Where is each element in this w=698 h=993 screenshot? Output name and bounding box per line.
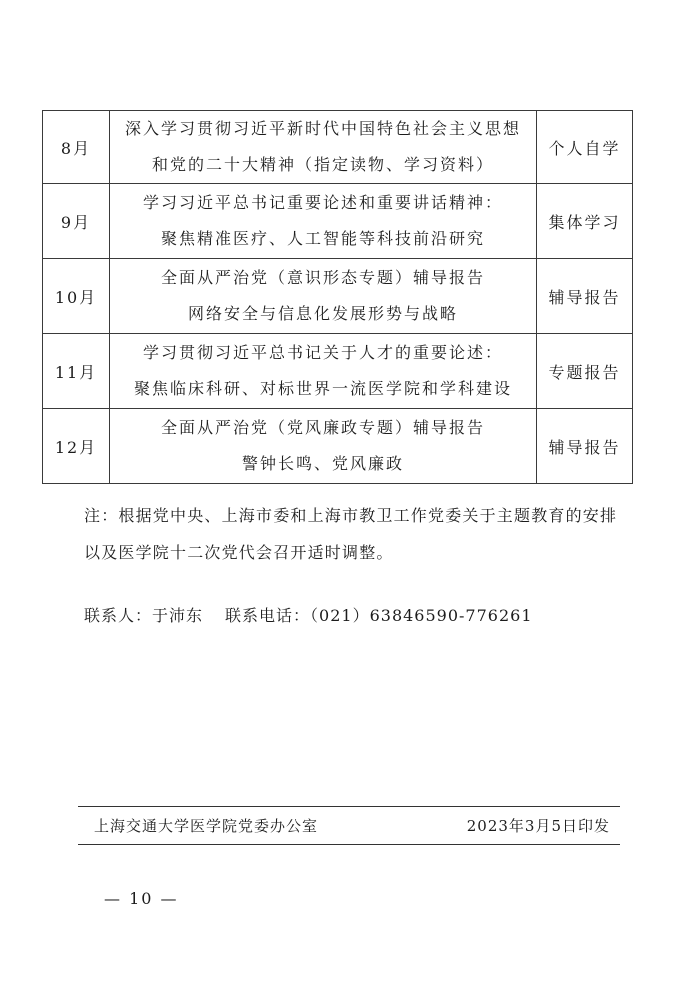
table-row (43, 111, 633, 184)
content-line: 全面从严治党（意识形态专题）辅导报告 (160, 268, 485, 287)
month-cell: 9月 (43, 184, 110, 259)
contact-line (84, 603, 533, 626)
content-cell (110, 184, 537, 259)
content-cell (110, 409, 537, 484)
content-line: 警钟长鸣、党风廉政 (241, 454, 404, 473)
study-type-cell: 辅导报告 (537, 409, 633, 484)
adjustment-note: 注：根据党中央、上海市委和上海市教卫工作党委关于主题教育的安排以及医学院十二次党代会召开适时调整。 (84, 506, 618, 562)
content-line: 学习贯彻习近平总书记关于人才的重要论述： (142, 343, 503, 362)
content-line: 和党的二十大精神（指定读物、学习资料） (151, 155, 494, 174)
table-row (43, 409, 633, 484)
month-cell: 10月 (43, 259, 110, 334)
page-number: — 10 — (104, 889, 179, 908)
content-line: 网络安全与信息化发展形势与战略 (187, 304, 458, 323)
footer-bottom-rule (78, 844, 620, 845)
contact-person: 于沛东 (152, 606, 204, 625)
study-type-cell: 专题报告 (537, 334, 633, 409)
study-type-cell: 辅导报告 (537, 259, 633, 334)
content-cell (110, 334, 537, 409)
table-row (43, 184, 633, 259)
content-line: 全面从严治党（党风廉政专题）辅导报告 (160, 418, 485, 437)
footer-top-rule (78, 806, 620, 807)
month-cell: 11月 (43, 334, 110, 409)
issue-date: 2023年3月5日印发 (466, 817, 610, 835)
contact-person-label: 联系人： (84, 606, 153, 625)
contact-phone-label: 联系电话： (225, 606, 311, 625)
table-row (43, 334, 633, 409)
content-line: 深入学习贯彻习近平新时代中国特色社会主义思想 (124, 119, 521, 138)
content-cell (110, 111, 537, 184)
content-line: 聚焦精准医疗、人工智能等科技前沿研究 (160, 229, 485, 248)
study-schedule-table (42, 110, 633, 484)
month-cell: 8月 (43, 111, 110, 184)
month-cell: 12月 (43, 409, 110, 484)
contact-phone: （021）63846590-776261 (310, 606, 533, 625)
content-line: 学习习近平总书记重要论述和重要讲话精神： (142, 193, 503, 212)
issuer: 上海交通大学医学院党委办公室 (94, 817, 319, 835)
table-row (43, 259, 633, 334)
content-cell (110, 259, 537, 334)
study-type-cell: 个人自学 (537, 111, 633, 184)
study-type-cell: 集体学习 (537, 184, 633, 259)
content-line: 聚焦临床科研、对标世界一流医学院和学科建设 (133, 379, 512, 398)
